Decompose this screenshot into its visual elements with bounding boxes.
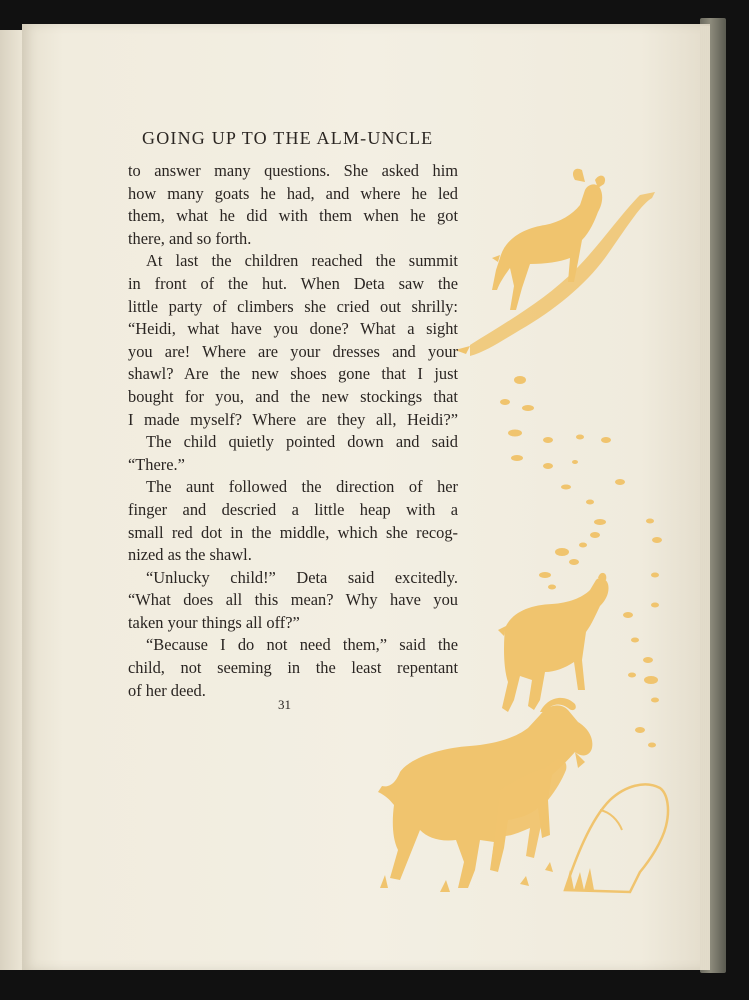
text-line: taken your things all off?” bbox=[128, 612, 300, 632]
text-line: “What does all this mean? Why have you bbox=[128, 590, 458, 610]
text-line: to answer many questions. She asked him bbox=[128, 161, 458, 180]
text-line: I made myself? Where are they all, Heidi?” bbox=[128, 409, 458, 429]
text-line: you are! Where are your dresses and your bbox=[128, 341, 458, 361]
text-line: “Unlucky child!” Deta said excitedly. bbox=[146, 567, 458, 587]
text-line: them, what he did with them when he got bbox=[128, 206, 458, 226]
text-line: The aunt followed the direction of her bbox=[146, 477, 458, 497]
text-line: little party of climbers she cried out shrilly: bbox=[128, 296, 458, 316]
text-line: small red dot in the middle, which she recog- bbox=[128, 522, 458, 542]
text-line: “Because I do not need them,” said the bbox=[146, 635, 458, 655]
text-line: “There.” bbox=[128, 454, 185, 474]
text-line: At last the children reached the summit bbox=[146, 251, 458, 271]
body-text bbox=[128, 160, 458, 702]
text-line: how many goats he had, and where he led bbox=[128, 183, 458, 203]
text-line: bought for you, and the new stockings that bbox=[128, 386, 458, 406]
text-line: shawl? Are the new shoes gone that I just bbox=[128, 364, 458, 384]
running-head: GOING UP TO THE ALM-UNCLE bbox=[142, 128, 434, 148]
text-line: there, and so forth. bbox=[128, 228, 252, 248]
page-number: 31 bbox=[278, 697, 291, 712]
text-line: of her deed. bbox=[128, 680, 206, 700]
text-line: nized as the shawl. bbox=[128, 545, 252, 565]
text-line: The child quietly pointed down and said bbox=[146, 432, 458, 452]
text-line: finger and descried a little heap with a bbox=[128, 499, 458, 519]
text-line: in front of the hut. When Deta saw the bbox=[128, 273, 458, 293]
text-line: child, not seeming in the least repentant bbox=[128, 658, 458, 678]
text-line: “Heidi, what have you done? What a sight bbox=[128, 319, 458, 339]
